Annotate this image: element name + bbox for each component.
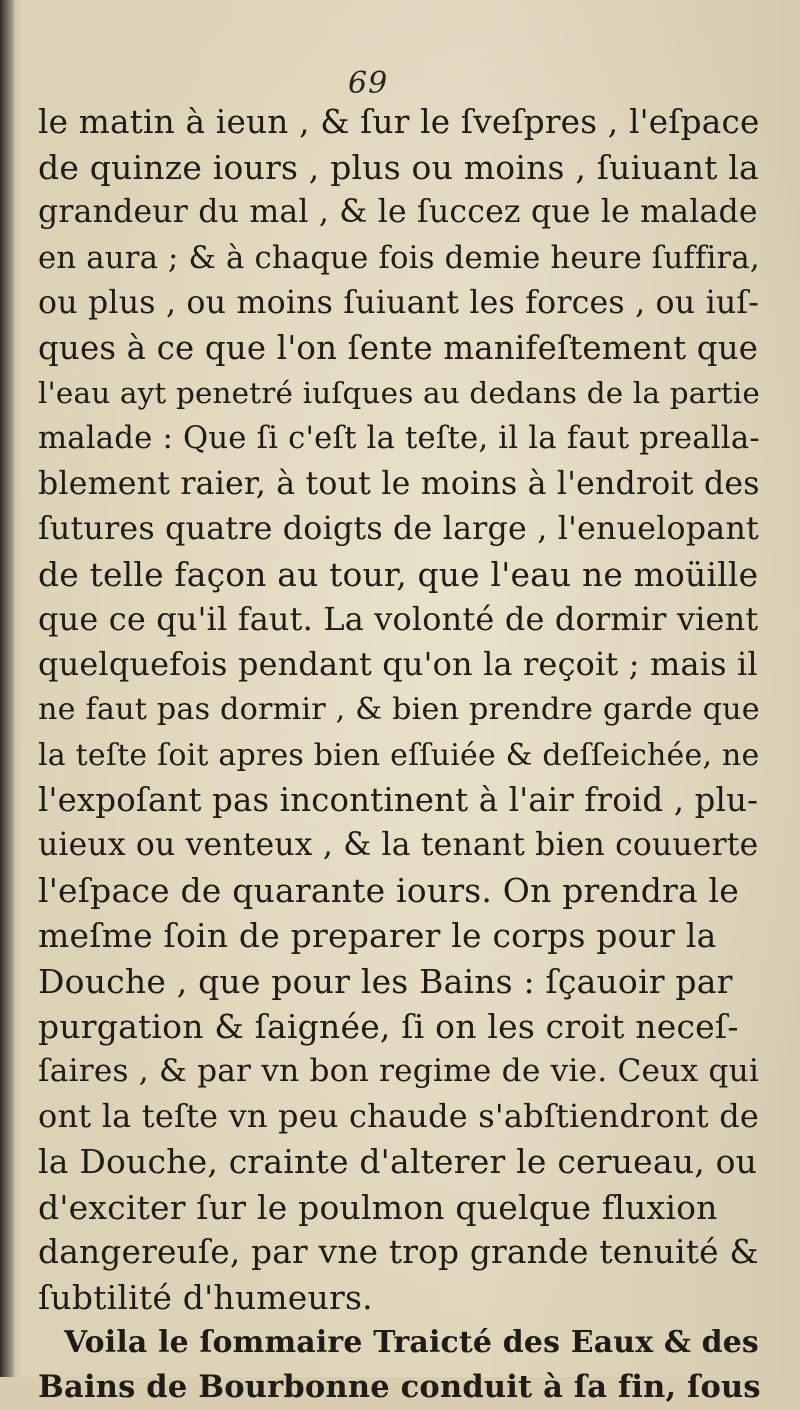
text-line: de quinze iours , plus ou moins , ſuiuant la [38,148,759,188]
text-line: ou plus , ou moins ſuiuant les forces , ou iuſ- [38,284,760,321]
text-line: malade : Que ſi c'eſt la teſte, il la faut prealla- [38,421,760,457]
text-line: de telle façon au tour, que l'eau ne moüille [38,554,759,594]
text-line: meſme ſoin de preparer le corps pour la [38,916,717,956]
text-line: l'eſpace de quarante iours. On prendra le [38,871,740,911]
text-line: Douche , que pour les Bains : ſçauoir par [38,961,733,1001]
body-text [38,100,761,1410]
text-line: ont la teſte vn peu chaude s'abſtiendront de [38,1097,760,1136]
page-number: 69 [348,66,389,101]
page-gutter [0,0,14,1377]
text-line: en aura ; & à chaque fois demie heure ſuffira, [38,240,760,276]
text-line: ſubtilité d'humeurs. [38,1277,373,1317]
text-line: dangereuſe, par vne trop grande tenuité & [38,1232,759,1271]
text-line: que ce qu'il faut. La volonté de dormir vient [38,600,759,639]
text-line: l'expoſant pas incontinent à l'air froid , plu- [38,780,759,819]
text-line: ques à ce que l'on ſente manifeſtement que [38,328,759,367]
text-line: l'eau ayt penetré iuſques au dedans de la partie [38,376,760,411]
text-line: Bains de Bourbonne conduit à ſa fin, ſous [38,1369,761,1406]
text-line: grandeur du mal , & le ſuccez que le malade [38,194,758,231]
text-line: le matin à ieun , & ſur le ſveſpres , l'eſpace [38,103,760,141]
text-line: la teſte ſoit apres bien eſſuiée & deſſeichée, ne [38,737,760,773]
text-line: la Douche, crainte d'alterer le cerueau, ou [38,1142,758,1182]
text-line: ſutures quatre doigts de large , l'enuelopant [38,510,759,547]
text-line: purgation & ſaignée, ſi on les croit neceſ- [38,1006,739,1046]
text-line: Voila le ſommaire Traicté des Eaux & des [64,1325,759,1361]
text-line: blement raier, à tout le moins à l'endroit des [38,465,760,502]
text-line: uieux ou venteux , & la tenant bien couuerte [38,827,759,863]
text-line: ne faut pas dormir , & bien prendre garde que [38,692,760,728]
text-line: d'exciter ſur le poulmon quelque fluxion [38,1187,718,1227]
text-line: ſaires , & par vn bon regime de vie. Ceux qui [38,1052,760,1089]
text-line: quelquefois pendant qu'on la reçoit ; mais il [38,645,758,684]
